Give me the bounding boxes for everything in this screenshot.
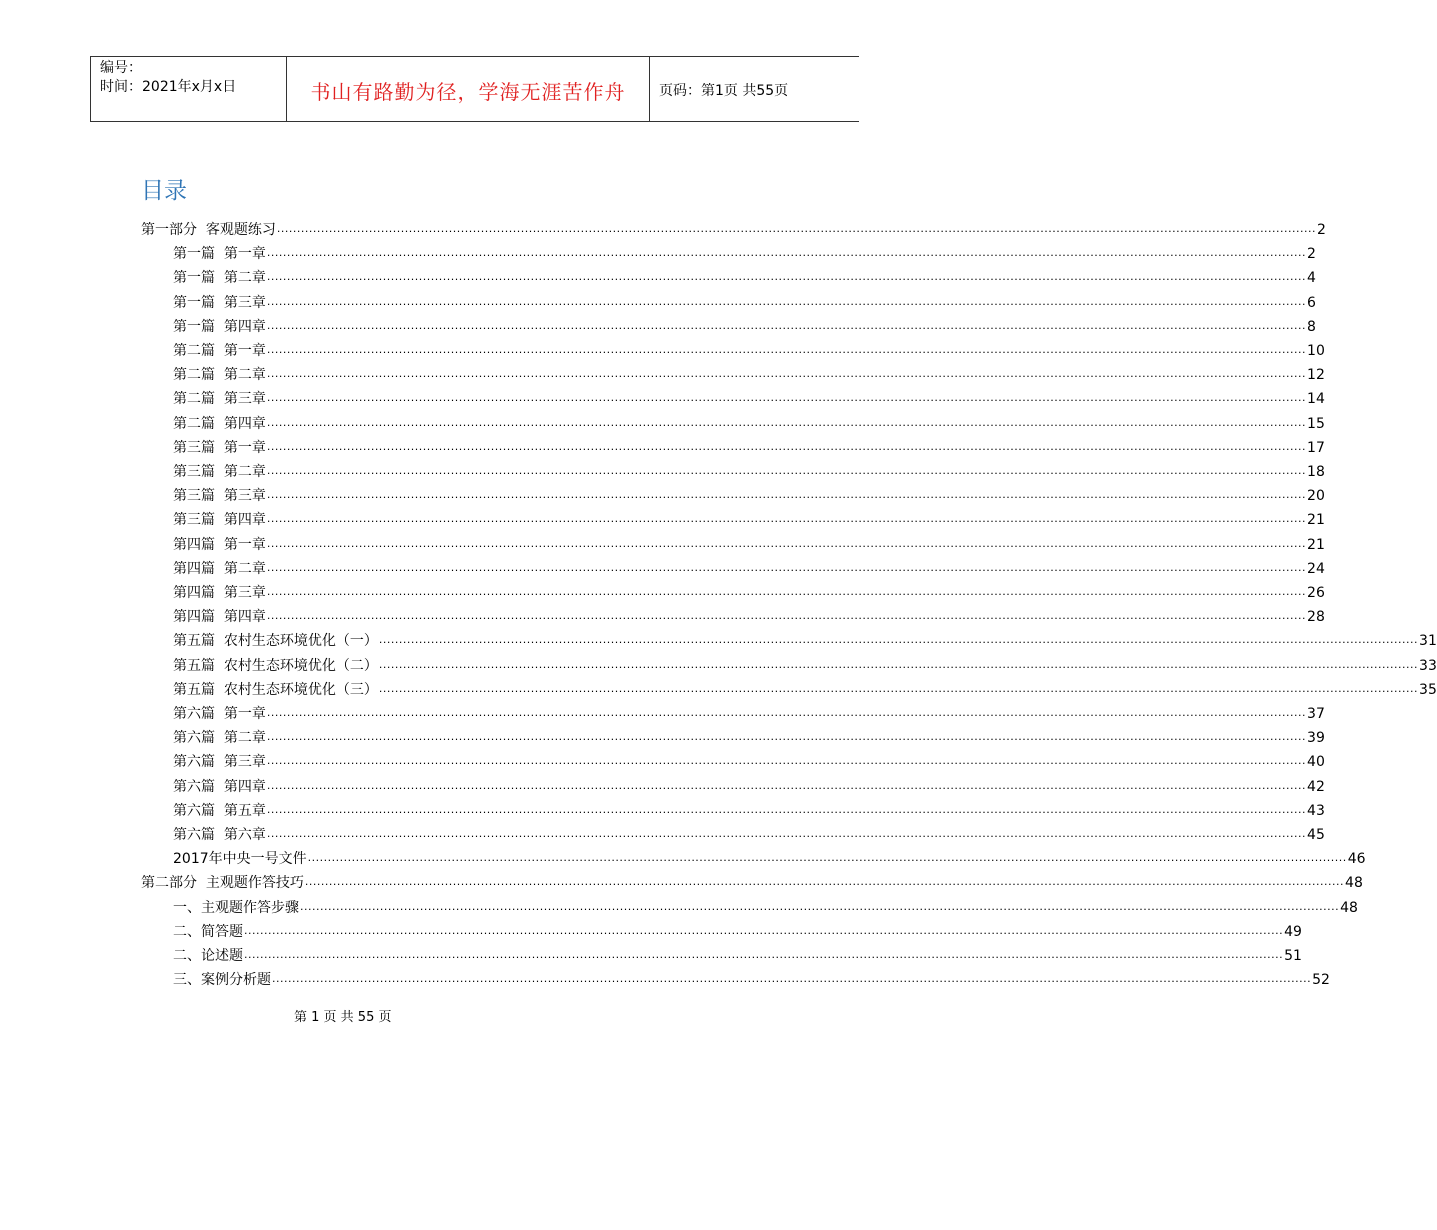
toc-entry[interactable] — [173, 630, 1437, 650]
toc-leader-dots: .................................................................................................................................................................................................................................................................... — [272, 972, 1312, 986]
toc-entry-page: 33 — [1419, 657, 1437, 674]
toc-entry[interactable] — [173, 848, 1366, 868]
toc-entry-page: 21 — [1307, 512, 1325, 529]
motto-cell — [287, 57, 650, 121]
toc-entry-title: 第四篇 第一章 — [173, 536, 266, 553]
toc-entry-page: 39 — [1307, 730, 1325, 747]
toc-entry-title: 第四篇 第二章 — [173, 560, 266, 577]
toc-entry-page: 43 — [1307, 802, 1325, 819]
toc-entry-title: 第二篇 第四章 — [173, 415, 266, 432]
toc-leader-dots: .................................................................................................................................................................................................................................................................... — [378, 657, 1419, 671]
toc-leader-dots: .................................................................................................................................................................................................................................................................... — [266, 706, 1307, 719]
toc-entry[interactable] — [173, 461, 1325, 481]
toc-entry[interactable] — [173, 485, 1325, 505]
toc-entry[interactable] — [173, 558, 1325, 578]
toc-entry[interactable] — [173, 727, 1325, 747]
toc-entry-title: 第五篇 农村生态环境优化（二） — [173, 657, 378, 674]
toc-leader-dots: .................................................................................................................................................................................................................................................................... — [266, 294, 1307, 308]
toc-entry[interactable] — [173, 388, 1325, 408]
toc-entry-page: 42 — [1307, 778, 1325, 795]
toc-entry[interactable] — [173, 316, 1316, 336]
toc-entry-page: 8 — [1307, 318, 1316, 335]
toc-entry-page: 20 — [1307, 488, 1325, 505]
toc-entry[interactable] — [173, 340, 1325, 360]
motto-text: 书山有路勤为径，学海无涯苦作舟 — [310, 79, 626, 104]
toc-entry-title: 第一篇 第四章 — [173, 318, 266, 335]
toc-leader-dots: .................................................................................................................................................................................................................................................................... — [304, 875, 1345, 889]
toc-leader-dots: .................................................................................................................................................................................................................................................................... — [266, 560, 1307, 574]
toc-entry-page: 2 — [1317, 222, 1326, 238]
toc-entry-page: 46 — [1347, 851, 1366, 868]
header-meta-cell — [91, 57, 287, 121]
page-code-text: 页码：第1页 共55页 — [659, 83, 789, 99]
toc-entry[interactable] — [173, 509, 1325, 529]
toc-entry-page: 15 — [1307, 415, 1325, 432]
toc-entry-page: 2 — [1307, 246, 1316, 263]
toc-leader-dots: .................................................................................................................................................................................................................................................................... — [378, 633, 1419, 647]
toc-leader-dots: .................................................................................................................................................................................................................................................................... — [378, 681, 1419, 695]
toc-leader-dots: .................................................................................................................................................................................................................................................................... — [266, 488, 1307, 502]
toc-entry-title: 第二部分 主观题作答技巧 — [141, 875, 304, 892]
time-label: 时间：2021年x月x日 — [100, 79, 237, 95]
toc-entry-page: 24 — [1307, 560, 1325, 577]
toc-entry-page: 17 — [1307, 439, 1325, 456]
toc-entry[interactable] — [173, 292, 1316, 312]
toc-entry-title: 第二篇 第三章 — [173, 391, 266, 408]
page-footer: 第 1 页 共 55 页 — [294, 1010, 392, 1025]
toc-entry-page: 51 — [1284, 948, 1302, 964]
toc-leader-dots: .................................................................................................................................................................................................................................................................... — [266, 439, 1307, 453]
toc-leader-dots: .................................................................................................................................................................................................................................................................... — [266, 367, 1307, 381]
toc-entry-title: 第六篇 第三章 — [173, 754, 266, 771]
toc-entry-title: 第六篇 第五章 — [173, 802, 266, 819]
toc-entry[interactable] — [173, 776, 1325, 796]
toc-entry-title: 2017年中央一号文件 — [173, 851, 307, 868]
toc-entry[interactable] — [173, 534, 1325, 554]
toc-entry[interactable] — [173, 969, 1330, 989]
toc-entry-title: 第六篇 第一章 — [173, 706, 266, 722]
toc-entry-page: 45 — [1307, 827, 1325, 843]
toc-entry-page: 48 — [1340, 899, 1358, 916]
toc-leader-dots: .................................................................................................................................................................................................................................................................... — [266, 730, 1307, 744]
toc-leader-dots: .................................................................................................................................................................................................................................................................... — [244, 923, 1284, 937]
toc-entry[interactable] — [173, 945, 1302, 965]
toc-entry[interactable] — [173, 824, 1325, 844]
toc-entry-page: 48 — [1345, 875, 1363, 892]
toc-leader-dots: .................................................................................................................................................................................................................................................................... — [266, 609, 1307, 623]
toc-entry-page: 40 — [1307, 754, 1325, 771]
toc-entry-page: 35 — [1419, 681, 1437, 698]
document-header-table — [90, 56, 859, 122]
toc-entry-title: 第五篇 农村生态环境优化（一） — [173, 633, 378, 650]
toc-entry[interactable] — [173, 800, 1325, 820]
toc-entry-page: 12 — [1307, 367, 1325, 384]
toc-entry-title: 第四篇 第三章 — [173, 585, 266, 601]
toc-entry-title: 第一部分 客观题练习 — [141, 222, 276, 238]
toc-leader-dots: .................................................................................................................................................................................................................................................................... — [266, 464, 1307, 477]
toc-leader-dots: .................................................................................................................................................................................................................................................................... — [266, 512, 1307, 526]
toc-leader-dots: .................................................................................................................................................................................................................................................................... — [266, 246, 1307, 260]
toc-entry-title: 第三篇 第四章 — [173, 512, 266, 529]
toc-title: 目录 — [141, 178, 187, 204]
toc-entry-title: 第一篇 第三章 — [173, 294, 266, 311]
toc-entry-page: 31 — [1419, 633, 1437, 650]
toc-leader-dots: .................................................................................................................................................................................................................................................................... — [266, 754, 1307, 768]
toc-entry-title: 第四篇 第四章 — [173, 609, 266, 626]
toc-entry-page: 52 — [1312, 972, 1330, 989]
toc-entry[interactable] — [173, 364, 1325, 384]
toc-leader-dots: .................................................................................................................................................................................................................................................................... — [266, 270, 1307, 284]
toc-entry[interactable] — [173, 243, 1316, 263]
toc-entry-page: 18 — [1307, 464, 1325, 480]
number-label: 编号： — [100, 60, 142, 76]
toc-entry[interactable] — [141, 219, 1326, 239]
toc-leader-dots: .................................................................................................................................................................................................................................................................... — [266, 391, 1307, 405]
page-code-cell — [650, 57, 859, 121]
toc-entry[interactable] — [173, 679, 1437, 699]
toc-entry-title: 第三篇 第一章 — [173, 439, 266, 456]
toc-leader-dots: .................................................................................................................................................................................................................................................................... — [266, 802, 1307, 816]
toc-leader-dots: .................................................................................................................................................................................................................................................................... — [266, 585, 1307, 598]
toc-entry[interactable] — [173, 655, 1437, 675]
toc-entry-page: 28 — [1307, 609, 1325, 626]
toc-entry-title: 第二篇 第一章 — [173, 343, 266, 359]
toc-entry-title: 二、简答题 — [173, 923, 243, 940]
toc-entry-title: 第六篇 第二章 — [173, 730, 266, 747]
toc-entry[interactable] — [141, 872, 1363, 892]
toc-entry-page: 49 — [1284, 923, 1302, 940]
toc-entry[interactable] — [173, 751, 1325, 771]
toc-entry-page: 26 — [1307, 585, 1325, 601]
toc-entry[interactable] — [173, 267, 1316, 287]
toc-leader-dots: .................................................................................................................................................................................................................................................................... — [266, 778, 1307, 792]
toc-entry-title: 三、案例分析题 — [173, 972, 271, 989]
toc-entry-page: 14 — [1307, 391, 1325, 408]
toc-entry-title: 第六篇 第六章 — [173, 827, 266, 843]
toc-entry-page: 37 — [1307, 706, 1325, 722]
toc-entry[interactable] — [173, 437, 1325, 457]
toc-entry-title: 第一篇 第二章 — [173, 270, 266, 287]
toc-leader-dots: .................................................................................................................................................................................................................................................................... — [266, 343, 1307, 356]
toc-leader-dots: .................................................................................................................................................................................................................................................................... — [300, 899, 1340, 913]
toc-leader-dots: .................................................................................................................................................................................................................................................................... — [266, 318, 1307, 332]
toc-entry-title: 第六篇 第四章 — [173, 778, 266, 795]
toc-entry-title: 第五篇 农村生态环境优化（三） — [173, 681, 378, 698]
toc-entry[interactable] — [173, 582, 1325, 602]
toc-leader-dots: .................................................................................................................................................................................................................................................................... — [266, 536, 1307, 550]
toc-entry-title: 一、主观题作答步骤 — [173, 899, 299, 916]
toc-entry-page: 21 — [1307, 536, 1325, 553]
toc-entry-title: 二、论述题 — [173, 948, 243, 964]
toc-entry[interactable] — [173, 703, 1325, 723]
toc-entry[interactable] — [173, 897, 1358, 917]
toc-leader-dots: .................................................................................................................................................................................................................................................................... — [276, 222, 1317, 235]
toc-entry-page: 10 — [1307, 343, 1325, 359]
toc-entry-title: 第三篇 第二章 — [173, 464, 266, 480]
toc-leader-dots: .................................................................................................................................................................................................................................................................... — [266, 415, 1307, 429]
toc-leader-dots: .................................................................................................................................................................................................................................................................... — [307, 851, 1347, 865]
toc-entry-title: 第三篇 第三章 — [173, 488, 266, 505]
toc-leader-dots: .................................................................................................................................................................................................................................................................... — [244, 948, 1284, 961]
toc-entry-title: 第二篇 第二章 — [173, 367, 266, 384]
toc-entry-page: 6 — [1307, 294, 1316, 311]
toc-entry[interactable] — [173, 413, 1325, 433]
toc-entry-page: 4 — [1307, 270, 1316, 287]
toc-entry[interactable] — [173, 606, 1325, 626]
toc-entry[interactable] — [173, 921, 1302, 941]
toc-leader-dots: .................................................................................................................................................................................................................................................................... — [266, 827, 1307, 840]
toc-entry-title: 第一篇 第一章 — [173, 246, 266, 263]
